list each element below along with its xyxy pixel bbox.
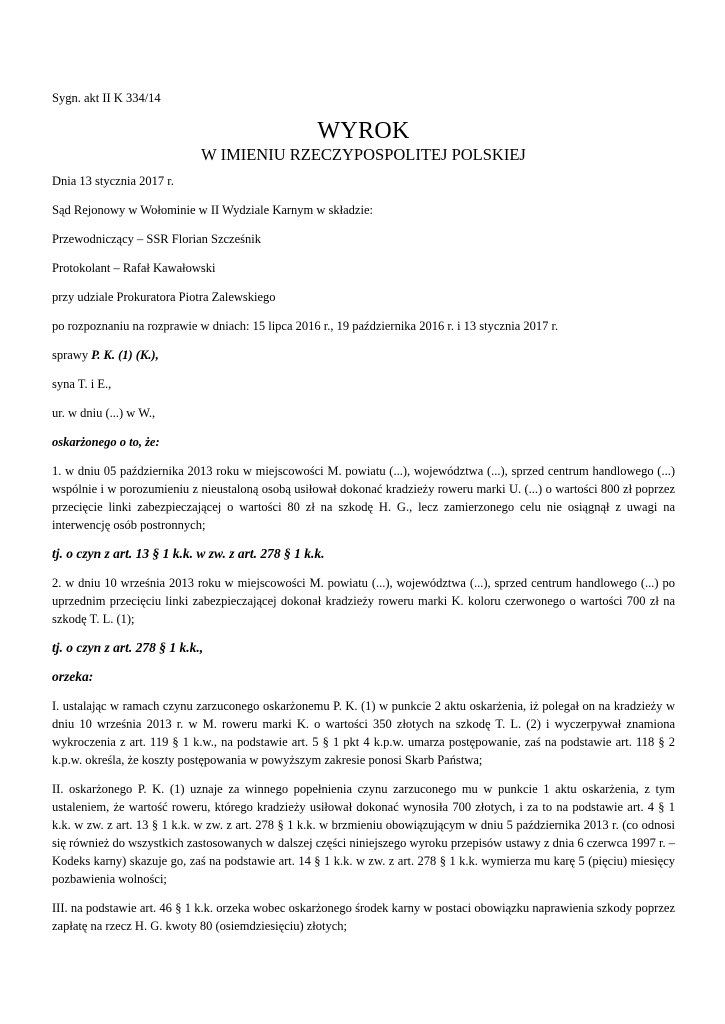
case-name: P. K. (1) (K.), xyxy=(91,348,159,362)
charge-1: 1. w dniu 05 października 2013 roku w miejscowości M. powiatu (...), województwa (...), sprzed centrum handlowego (...) wspólnie i w porozumieniu z nieustaloną osobą usiłował dokonać kradzieży roweru marki U. (...) o wartości 800 zł poprzez przecięcie linki zabezpieczającej o wartości 80 zł na szkodę H. G., lecz zamierzonego celu nie osiągnął z uwagi na interwencję osób postronnych; xyxy=(52,464,675,532)
clerk-line: Protokolant – Rafał Kawałowski xyxy=(52,261,216,275)
ruling-2: II. oskarżonego P. K. (1) uznaje za winnego popełnienia czynu zarzuconego mu w punkcie 1 aktu oskarżenia, z tym ustaleniem, że wartość roweru, którego kradzieży usiłował dokonać wynosiła 700 złotych, i za to na podstawie art. 4 § 1 k.k. w zw. z art. 13 § 1 k.k. w zw. z art. 278 § 1 k.k. w brzmieniu obowiązującym w dniu 5 października 2013 r. (co odnosi się również do wszystkich zastosowanych w dalszej części niniejszego wyroku przepisów ustawy z dnia 6 czerwca 1997 r. – Kodeks karny) skazuje go, zaś na podstawie art. 14 § 1 k.k. w zw. z art. 278 § 1 k.k. wymierza mu karę 5 (pięciu) miesięcy pozbawienia wolności; xyxy=(52,782,675,886)
charge-2-legal-basis: tj. o czyn z art. 278 § 1 k.k., xyxy=(52,640,204,655)
charge-2: 2. w dniu 10 września 2013 roku w miejscowości M. powiatu (...), województwa (...), sprzed centrum handlowego (...) po uprzednim przecięciu linki zabezpieczającej dokonał kradzieży roweru marki K. koloru czerwonego o wartości 700 zł na szkodę T. L. (1); xyxy=(52,576,675,626)
charge-1-legal-basis: tj. o czyn z art. 13 § 1 k.k. w zw. z art. 278 § 1 k.k. xyxy=(52,546,325,561)
verdict-subtitle: W IMIENIU RZECZYPOSPOLITEJ POLSKIEJ xyxy=(201,145,526,164)
hearing-line: po rozpoznaniu na rozprawie w dniach: 15 lipca 2016 r., 19 października 2016 r. i 13 stycznia 2017 r. xyxy=(52,319,559,333)
accused-heading: oskarżonego o to, że: xyxy=(52,435,160,449)
case-line xyxy=(52,346,675,364)
verdict-title: WYROK xyxy=(317,118,410,144)
case-prefix: sprawy xyxy=(52,348,92,362)
case-signature: Sygn. akt II K 334/14 xyxy=(52,91,161,105)
ruling-3: III. na podstawie art. 46 § 1 k.k. orzeka wobec oskarżonego środek karny w postaci obowiązku naprawienia szkody poprzez zapłatę na rzecz H. G. kwoty 80 (osiemdziesięciu) złotych; xyxy=(52,901,675,933)
chair-line: Przewodniczący – SSR Florian Szcześnik xyxy=(52,232,261,246)
prosecutor-line: przy udziale Prokuratora Piotra Zalewskiego xyxy=(52,290,276,304)
date-line: Dnia 13 stycznia 2017 r. xyxy=(52,174,174,188)
son-of-line: syna T. i E., xyxy=(52,377,112,391)
court-line: Sąd Rejonowy w Wołominie w II Wydziale Karnym w składzie: xyxy=(52,203,373,217)
ruling-1: I. ustalając w ramach czynu zarzuconego oskarżonemu P. K. (1) w punkcie 2 aktu oskarżenia, iż polegał on na kradzieży w dniu 10 września 2013 r. w M. roweru marki K. o wartości 350 złotych na szkodę T. L. (2) i wyczerpywał znamiona wykroczenia z art. 119 § 1 k.w., na podstawie art. 5 § 1 pkt 4 k.p.w. umarza postępowanie, zaś na podstawie art. 118 § 2 k.p.w. określa, że koszty postępowania w powyższym zakresie ponosi Skarb Państwa; xyxy=(52,699,675,767)
orders-heading: orzeka: xyxy=(52,669,94,684)
born-line: ur. w dniu (...) w W., xyxy=(52,406,156,420)
